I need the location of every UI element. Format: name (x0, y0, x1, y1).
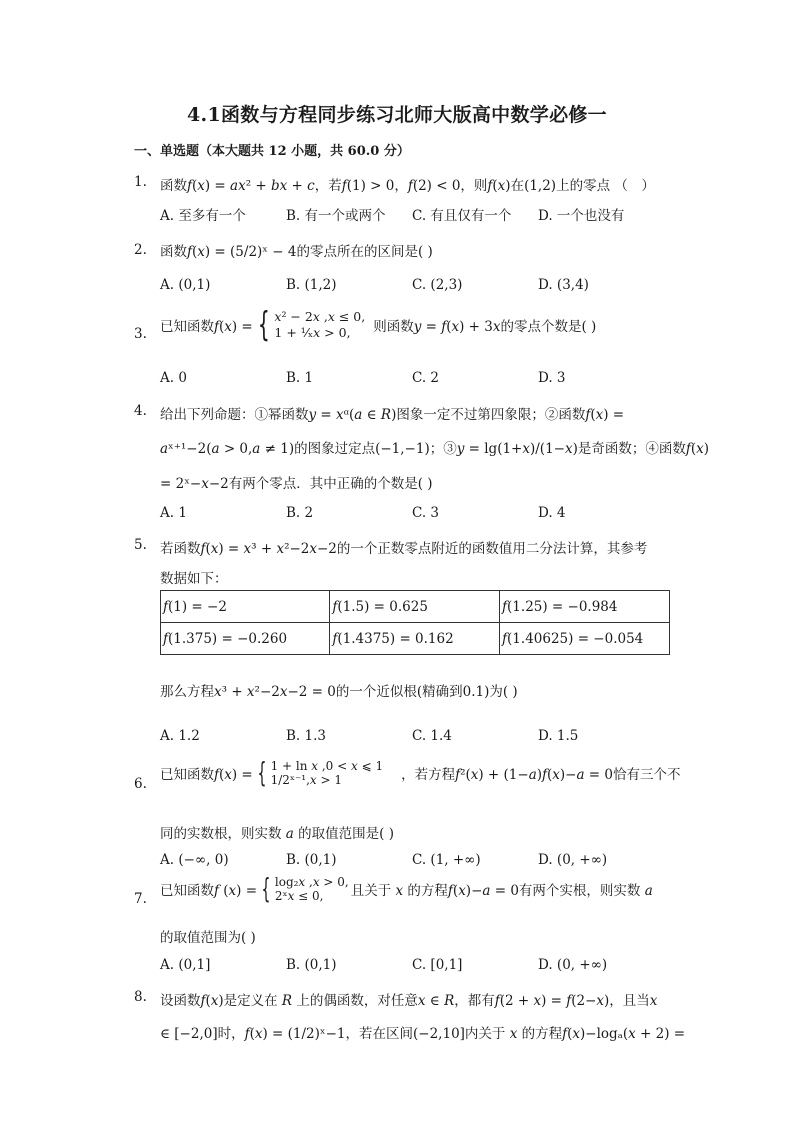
question-2-stem: 函数𝑓(𝑥) = (5/2)ˣ − 4的零点所在的区间是( ) (160, 244, 433, 260)
question-3-prefix: 已知函数𝑓(𝑥) = (160, 319, 253, 335)
question-7-suffix: 且关于 𝑥 的方程𝑓(𝑥)−𝑎 = 0有两个实根，则实数 𝑎 (350, 883, 653, 899)
question-1-option-d: D. 一个也没有 (538, 208, 625, 224)
question-6-case-1: 1 + ln 𝑥 ,0 < 𝑥 ⩽ 1 (270, 759, 384, 773)
table-cell: 𝑓(1.5) = 0.625 (330, 591, 500, 623)
question-7-piecewise (275, 875, 349, 903)
question-7-case-2: 2ˣ𝑥 ≤ 0, (274, 889, 324, 903)
question-4-option-a: A. 1 (160, 505, 187, 521)
question-3-piecewise (274, 309, 365, 341)
table-row (161, 591, 670, 623)
section-heading: 一、单选题（本大题共 12 小题，共 60.0 分） (134, 144, 410, 159)
question-8-line-1: 设函数𝑓(𝑥)是定义在 𝑅 上的偶函数，对任意𝑥 ∈ 𝑅，都有𝑓(2 + 𝑥) = 𝑓(2−𝑥)，且当𝑥 (160, 993, 658, 1009)
question-6-option-a: A. (−∞, 0) (160, 852, 229, 868)
question-6-option-d: D. (0, +∞) (538, 852, 608, 868)
question-6-prefix: 已知函数𝑓(𝑥) = (160, 767, 253, 783)
question-3-stem (160, 305, 597, 345)
question-3-suffix: 则函数𝑦 = 𝑓(𝑥) + 3𝑥的零点个数是( ) (373, 319, 597, 335)
question-3-case-1: 𝑥² − 2𝑥 ,𝑥 ≤ 0, (274, 309, 366, 324)
question-7-option-b: B. (0,1) (286, 957, 337, 973)
table-cell: 𝑓(1.4375) = 0.162 (330, 623, 500, 655)
question-6-number: 6. (134, 776, 147, 792)
question-6-option-b: B. (0,1) (286, 852, 337, 868)
question-5-option-a: A. 1.2 (160, 728, 200, 744)
question-1-stem: 函数𝑓(𝑥) = 𝑎𝑥² + 𝑏𝑥 + 𝑐，若𝑓(1) > 0，𝑓(2) < 0，则𝑓(𝑥)在(1,2)上的零点 （ ） (160, 178, 655, 194)
question-7-option-c: C. [0,1] (412, 957, 463, 973)
question-3-case-2: 1 + ¹⁄ₓ𝑥 > 0, (274, 325, 351, 340)
question-5-option-d: D. 1.5 (538, 728, 579, 744)
table-cell: 𝑓(1.40625) = −0.054 (500, 623, 670, 655)
question-3-option-c: C. 2 (412, 370, 440, 386)
table-row (161, 623, 670, 655)
table-cell: 𝑓(1.375) = −0.260 (161, 623, 330, 655)
question-4-option-d: D. 4 (538, 505, 566, 521)
question-2-option-d: D. (3,4) (538, 277, 589, 293)
question-2-option-a: A. (0,1) (160, 277, 211, 293)
question-3-option-b: B. 1 (286, 370, 314, 386)
question-5-line-1: 若函数𝑓(𝑥) = 𝑥³ + 𝑥²−2𝑥−2的一个正数零点附近的函数值用二分法计算，其参考 (160, 541, 648, 557)
table-cell: 𝑓(1.25) = −0.984 (500, 591, 670, 623)
question-4-line-3: = 2ˣ−𝑥−2有两个零点．其中正确的个数是( ) (160, 476, 433, 492)
question-8-number: 8. (134, 989, 147, 1005)
question-7-number: 7. (134, 891, 147, 907)
question-4-line-1: 给出下列命题：①幂函数𝑦 = 𝑥ᵅ(𝑎 ∈ 𝑅)图象一定不过第四象限；②函数𝑓(𝑥) = (160, 407, 625, 423)
left-brace-icon: { (257, 756, 267, 789)
question-6-line-2: 同的实数根，则实数 𝑎 的取值范围是( ) (160, 826, 394, 842)
question-4-option-b: B. 2 (286, 505, 314, 521)
question-5-line-2: 数据如下： (160, 571, 228, 587)
question-2-option-b: B. (1,2) (286, 277, 337, 293)
question-6-option-c: C. (1, +∞) (412, 852, 481, 868)
question-1-option-c: C. 有且仅有一个 (412, 208, 512, 224)
question-7-option-a: A. (0,1] (160, 957, 211, 973)
question-6-stem (160, 756, 681, 789)
question-3-option-a: A. 0 (160, 370, 187, 386)
left-brace-icon: { (261, 872, 271, 905)
question-5-after-table: 那么方程𝑥³ + 𝑥²−2𝑥−2 = 0的一个近似根(精确到0.1)为( ) (160, 684, 518, 700)
question-6-suffix: ，若方程𝑓²(𝑥) + (1−𝑎)𝑓(𝑥)−𝑎 = 0恰有三个不 (401, 767, 681, 783)
question-7-option-d: D. (0, +∞) (538, 957, 608, 973)
question-7-prefix: 已知函数𝑓 (𝑥) = (160, 883, 258, 899)
question-8-line-2: ∈ [−2,0]时，𝑓(𝑥) = (1/2)ˣ−1，若在区间(−2,10]内关于 𝑥 的方程𝑓(𝑥)−logₐ(𝑥 + 2) = (160, 1026, 686, 1042)
question-2-option-c: C. (2,3) (412, 277, 463, 293)
question-4-line-2: 𝑎ˣ⁺¹−2(𝑎 > 0,𝑎 ≠ 1)的图象过定点(−1,−1)；③𝑦 = lg(1+𝑥)/(1−𝑥)是奇函数；④函数𝑓(𝑥) (160, 441, 709, 457)
table-cell: 𝑓(1) = −2 (161, 591, 330, 623)
question-7-line-2: 的取值范围为( ) (160, 930, 256, 946)
question-3-number: 3. (134, 326, 147, 342)
question-2-number: 2. (134, 242, 147, 258)
question-5-data-table (160, 590, 670, 655)
question-4-option-c: C. 3 (412, 505, 440, 521)
question-1-number: 1. (134, 174, 147, 190)
question-5-option-b: B. 1.3 (286, 728, 326, 744)
question-5-option-c: C. 1.4 (412, 728, 452, 744)
question-6-piecewise (271, 759, 384, 787)
question-7-stem (160, 872, 653, 905)
left-brace-icon: { (257, 305, 270, 345)
question-1-option-b: B. 有一个或两个 (286, 208, 386, 224)
question-7-case-1: log₂𝑥 ,𝑥 > 0, (274, 875, 349, 889)
question-6-case-2: 1/2ˣ⁻¹,𝑥 > 1 (270, 773, 343, 787)
question-3-option-d: D. 3 (538, 370, 566, 386)
page-title: 4.1函数与方程同步练习北师大版高中数学必修一 (187, 104, 607, 126)
question-1-option-a: A. 至多有一个 (160, 208, 246, 224)
question-4-number: 4. (134, 403, 147, 419)
question-5-number: 5. (134, 537, 147, 553)
